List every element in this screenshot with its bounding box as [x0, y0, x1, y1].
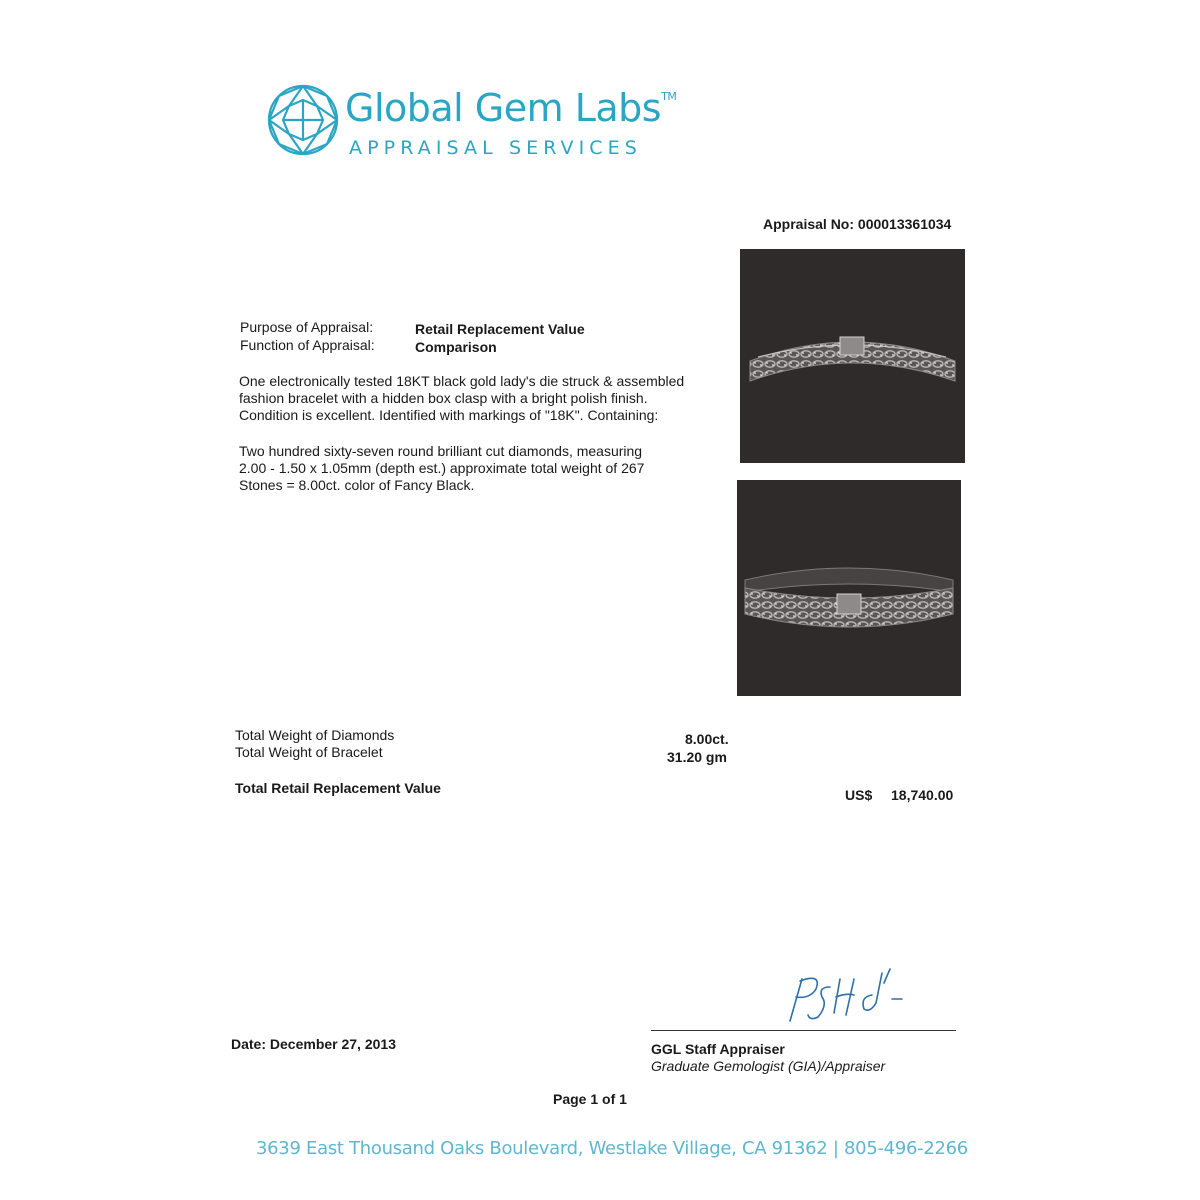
appraiser-name: GGL Staff Appraiser	[651, 1041, 785, 1057]
appraiser-title: Graduate Gemologist (GIA)/Appraiser	[651, 1058, 886, 1074]
brand-tagline: APPRAISAL SERVICES	[349, 137, 642, 159]
brand-name: Global Gem Labs™	[345, 86, 677, 130]
bracelet-photo-top	[740, 249, 965, 463]
description-line: One electronically tested 18KT black gold lady's die struck & assembled	[239, 373, 685, 389]
currency-label: US$	[845, 787, 873, 803]
function-value: Comparison	[415, 339, 497, 355]
appraiser-signature	[780, 965, 910, 1027]
function-label: Function of Appraisal:	[240, 337, 375, 353]
item-description	[239, 373, 684, 424]
diamond-weight-value: 8.00ct.	[685, 731, 729, 747]
footer-address: 3639 East Thousand Oaks Boulevard, Westlake Village, CA 91362 | 805-496-2266	[256, 1138, 968, 1159]
bracelet-photo-bottom	[737, 480, 961, 696]
bracelet-weight-label: Total Weight of Bracelet	[235, 744, 383, 760]
purpose-label: Purpose of Appraisal:	[240, 319, 374, 335]
stone-description	[239, 443, 644, 494]
description-line: Condition is excellent. Identified with markings of "18K". Containing:	[239, 407, 659, 423]
appraisal-number: Appraisal No: 000013361034	[763, 216, 952, 232]
purpose-value: Retail Replacement Value	[415, 321, 585, 337]
stone-line: 2.00 - 1.50 x 1.05mm (depth est.) approximate total weight of 267	[239, 460, 645, 476]
stone-line: Stones = 8.00ct. color of Fancy Black.	[239, 477, 475, 493]
trademark: TM	[661, 90, 677, 103]
stone-line: Two hundred sixty-seven round brilliant cut diamonds, measuring	[239, 443, 643, 459]
bracelet-weight-value: 31.20 gm	[667, 749, 727, 765]
signature-line	[651, 1030, 956, 1031]
page-number: Page 1 of 1	[553, 1091, 627, 1107]
appraisal-date: Date: December 27, 2013	[231, 1036, 396, 1052]
retail-value-amount: 18,740.00	[891, 787, 954, 803]
retail-value-label: Total Retail Replacement Value	[235, 780, 441, 796]
gem-logo-icon	[266, 83, 340, 157]
diamond-weight-label: Total Weight of Diamonds	[235, 727, 395, 743]
description-line: fashion bracelet with a hidden box clasp with a bright polish finish.	[239, 390, 648, 406]
